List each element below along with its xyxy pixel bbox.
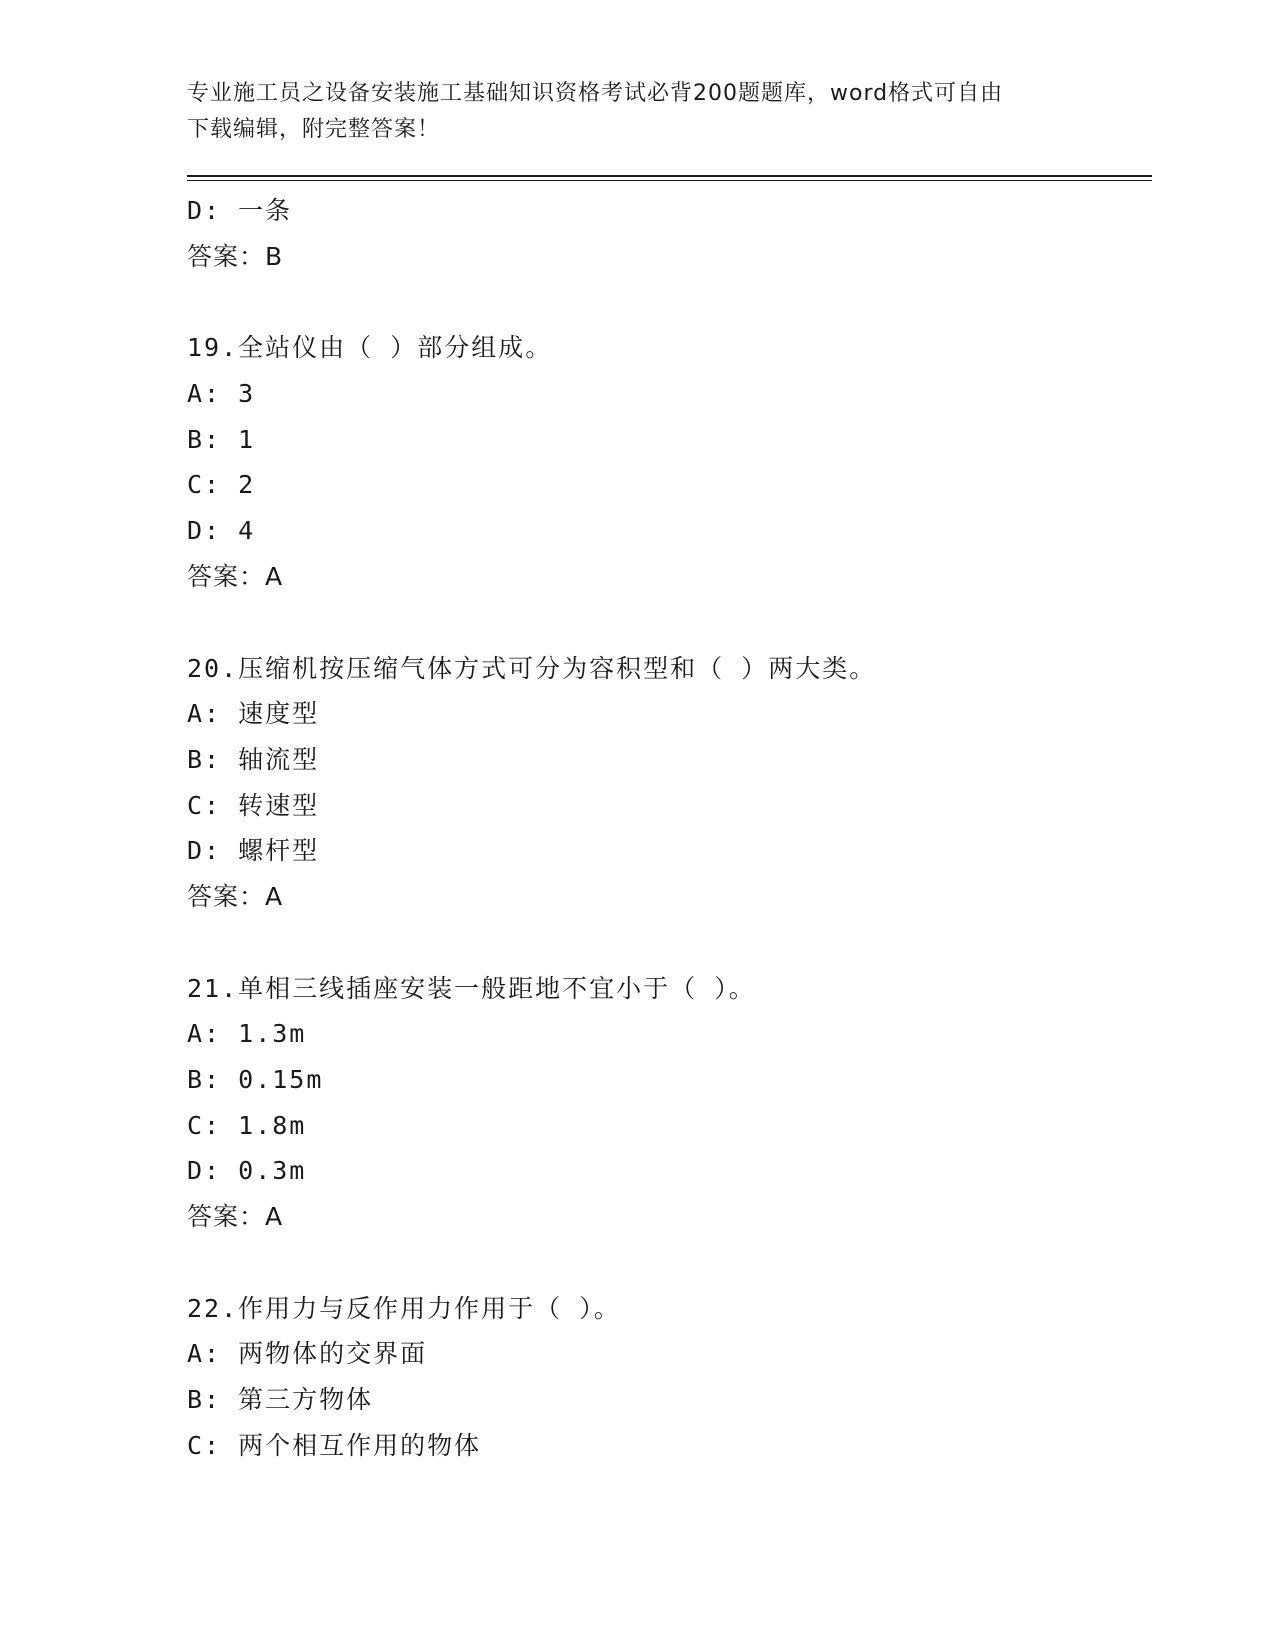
- spacer: [187, 1240, 1152, 1286]
- header-line-1: 专业施工员之设备安装施工基础知识资格考试必背200题题库，word格式可自由: [187, 81, 1004, 106]
- question-21-option-a: A: 1.3m: [187, 1019, 307, 1049]
- question-19-stem: 19.全站仪由（ ）部分组成。: [187, 333, 553, 363]
- question-content: [187, 188, 1152, 1469]
- question-22-option-c: C: 两个相互作用的物体: [187, 1430, 482, 1460]
- question-22-option-b: B: 第三方物体: [187, 1385, 374, 1415]
- question-21-option-c: C: 1.8m: [187, 1110, 307, 1140]
- spacer: [187, 600, 1152, 646]
- question-21-answer: 答案：A: [187, 1202, 284, 1232]
- question-19-option-d: D: 4: [187, 516, 256, 546]
- spacer: [187, 920, 1152, 966]
- question-22-stem: 22.作用力与反作用力作用于（ ）。: [187, 1293, 621, 1323]
- question-22-option-a: A: 两物体的交界面: [187, 1339, 428, 1369]
- question-21-stem: 21.单相三线插座安装一般距地不宜小于（ ）。: [187, 973, 756, 1003]
- header-line-2: 下载编辑，附完整答案！: [187, 117, 441, 142]
- question-20-option-b: B: 轴流型: [187, 744, 320, 774]
- question-20-option-d: D: 螺杆型: [187, 836, 320, 866]
- question-19-option-a: A: 3: [187, 379, 256, 409]
- question-20-option-a: A: 速度型: [187, 699, 320, 729]
- header-rule-thick: [187, 175, 1152, 177]
- question-19-option-c: C: 2: [187, 470, 256, 500]
- header-rule-thin: [187, 180, 1152, 181]
- question-19-option-b: B: 1: [187, 424, 256, 454]
- question-20-stem: 20.压缩机按压缩气体方式可分为容积型和（ ）两大类。: [187, 653, 877, 683]
- prev-option-d: D: 一条: [187, 196, 293, 225]
- question-19-answer: 答案：A: [187, 561, 284, 591]
- question-20-answer: 答案：A: [187, 881, 284, 911]
- prev-answer: 答案：B: [187, 241, 284, 271]
- question-20-option-c: C: 转速型: [187, 790, 320, 820]
- question-21-option-b: B: 0.15m: [187, 1065, 324, 1094]
- question-21-option-d: D: 0.3m: [187, 1156, 307, 1186]
- spacer: [187, 279, 1152, 325]
- document-header: [187, 76, 1087, 148]
